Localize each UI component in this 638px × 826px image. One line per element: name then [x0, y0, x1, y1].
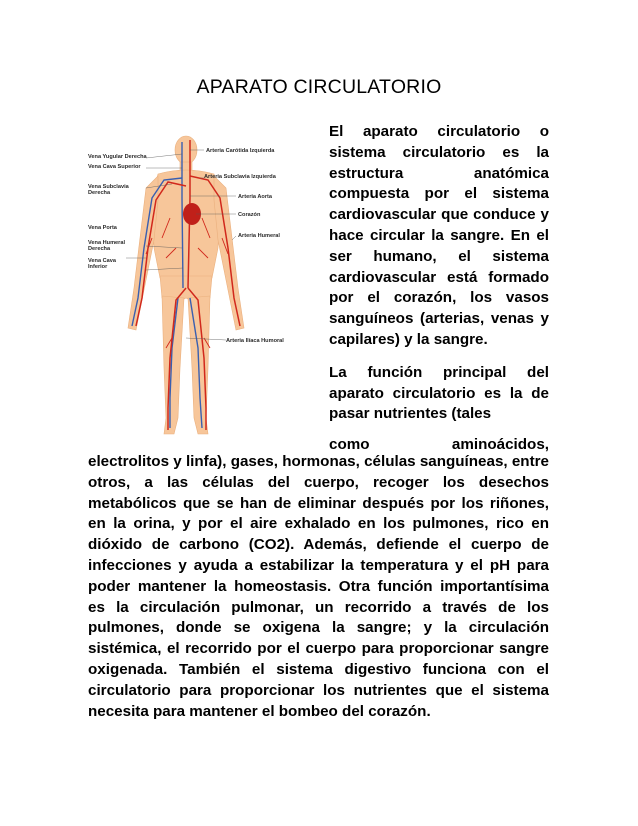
- label-arteria-iliaca: Arteria Ilíaca Humoral: [226, 338, 284, 344]
- label-vena-yugular: Vena Yugular Derecha: [88, 154, 147, 160]
- paragraph-function-continued: electrolitos y linfa), gases, hormonas, células sanguíneas, entre otros, a las células del cuerpo, recoger los desechos metabólicos que se han de eliminar después por los riñones, en la orina, y por el aire exhalado en los pulmones, rico en dióxido de carbono (CO2). Además, defiende el cuerpo de infecciones y ayuda a estabilizar la temperatura y el pH para poder mantener la homeostasis. Otra función importantísima es la circulación pulmonar, un recorrido a través de los pulmones, donde se oxigena la sangre; y la circulación sistémica, el recorrido por el cuerpo para proporcionar sangre oxigenada. También el sistema digestivo funciona con el circulatorio para proporcionar los nutrientes que el sistema necesita para mantener el bombeo del corazón.: [88, 453, 549, 720]
- paragraph-function-wrap: como aminoácidos,: [329, 436, 549, 453]
- label-arteria-humeral: Arteria Humeral: [238, 233, 280, 239]
- body-silhouette: [128, 136, 244, 434]
- paragraph-function-start: La función principal del aparato circulatorio es la de pasar nutrientes (tales: [329, 363, 549, 423]
- label-vena-humeral-2: Derecha: [88, 246, 111, 252]
- label-arteria-subclavia: Arteria Subclavia Izquierda: [204, 174, 276, 180]
- label-vena-cava-inferior-1: Vena Cava: [88, 258, 116, 264]
- label-vena-porta: Vena Porta: [88, 225, 117, 231]
- label-vena-subclavia-1: Vena Subclavia: [88, 184, 129, 190]
- label-vena-subclavia-2: Derecha: [88, 190, 111, 196]
- body-figure-svg: [86, 128, 308, 450]
- label-corazon: Corazón: [238, 212, 261, 218]
- paragraph-definition: El aparato circulatorio o sistema circulatorio es la estructura anatómica compuesta por el sistema cardiovascular que conduce y hace circular la sangre. En el ser humano, el sistema cardiovascular está formado por el corazón, los vasos sanguíneos (arterias, venas y capilares) y la sangre.: [329, 123, 549, 348]
- document-title: APARATO CIRCULATORIO: [196, 76, 442, 98]
- label-vena-humeral-1: Vena Humeral: [88, 240, 125, 246]
- right-column-text: [329, 122, 549, 425]
- label-arteria-carotida: Arteria Carótida Izquierda: [206, 148, 275, 154]
- label-vena-cava-superior: Vena Cava Superior: [88, 164, 141, 170]
- label-arteria-aorta: Arteria Aorta: [238, 194, 272, 200]
- circulatory-system-illustration: [86, 128, 308, 450]
- label-vena-cava-inferior-2: Inferior: [88, 264, 108, 270]
